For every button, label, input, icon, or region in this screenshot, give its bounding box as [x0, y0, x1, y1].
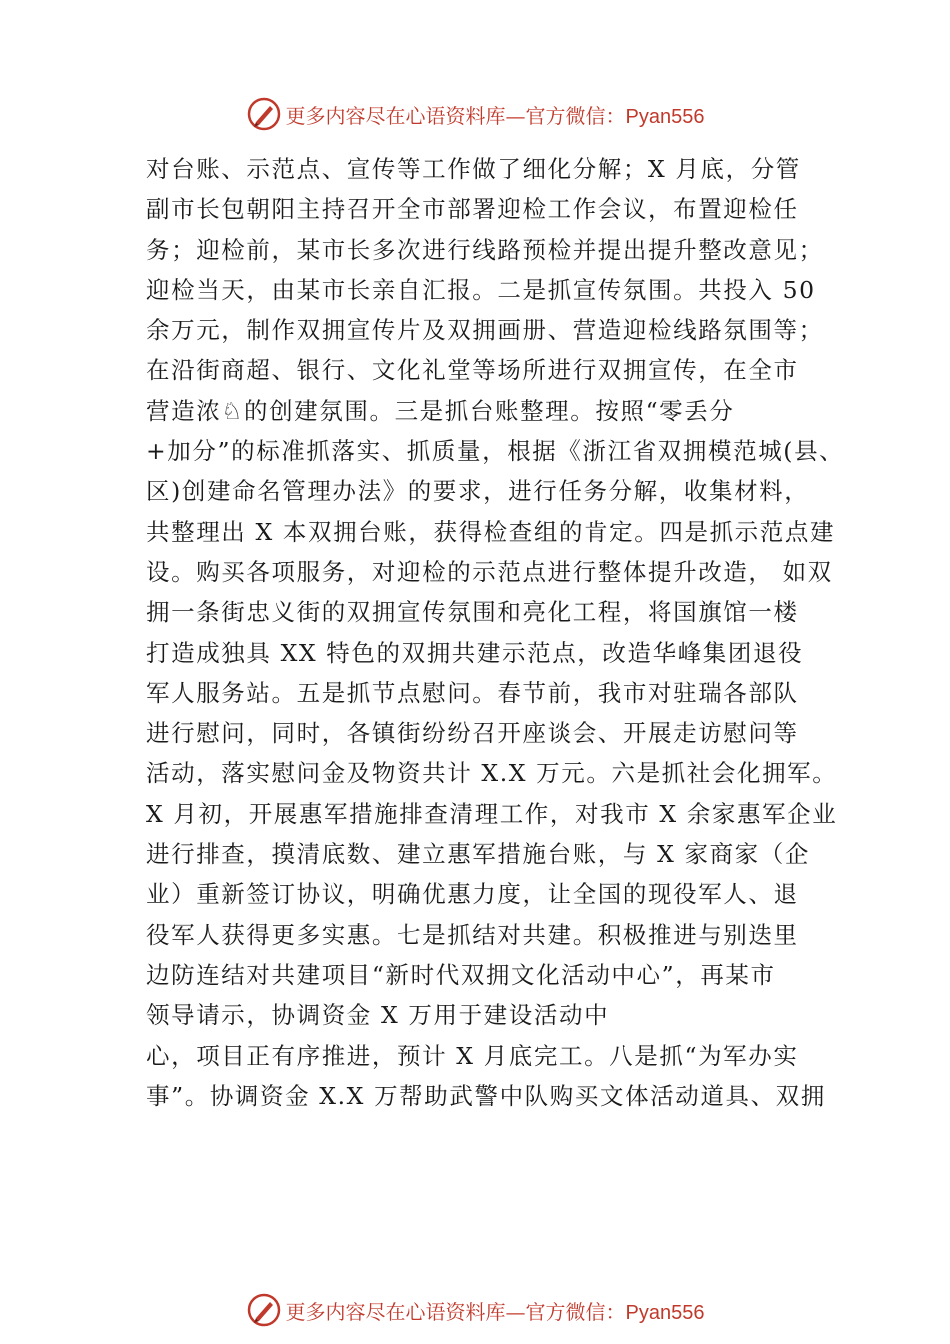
text-line: X 月初，开展惠军措施排查清理工作，对我市 X 余家惠军企业 [146, 799, 838, 828]
text-line: 军人服务站。五是抓节点慰问。春节前，我市对驻瑞各部队 [146, 678, 799, 707]
footer-separator: — [505, 1299, 526, 1324]
document-body [146, 149, 845, 1116]
text-line: 边防连结对共建项目“新时代双拥文化活动中心”，再某市 [146, 960, 776, 989]
header-site-text: 更多内容尽在心语资料库 [285, 103, 506, 128]
text-line: 区)创建命名管理办法》的要求，进行任务分解，收集材料， [146, 477, 810, 506]
pen-logo-icon [246, 96, 282, 132]
footer-site-text: 更多内容尽在心语资料库 [285, 1299, 506, 1324]
footer-text [286, 1296, 705, 1325]
text-line: 共整理出 X 本双拥台账，获得检查组的肯定。四是抓示范点建 [146, 517, 836, 546]
text-line: 拥一条街忠义街的双拥宣传氛围和亮化工程，将国旗馆一楼 [146, 598, 799, 627]
text-line: 务；迎检前，某市长多次进行线路预检并提出提升整改意见； [146, 235, 824, 264]
text-line: 进行慰问，同时，各镇街纷纷召开座谈会、开展走访慰问等 [146, 719, 799, 748]
text-line: 役军人获得更多实惠。七是抓结对共建。积极推进与别迭里 [146, 920, 799, 949]
text-line: 余万元，制作双拥宣传片及双拥画册、营造迎检线路氛围等； [146, 316, 824, 345]
text-line: 活动，落实慰问金及物资共计 X.X 万元。六是抓社会化拥军。 [146, 759, 838, 788]
footer-banner [0, 1290, 950, 1330]
footer-wechat-id: Pyan556 [625, 1301, 705, 1324]
header-wechat-label: 官方微信： [525, 103, 626, 128]
text-line: 打造成独具 XX 特色的双拥共建示范点，改造华峰集团退役 [146, 638, 804, 667]
text-line: 在沿街商超、银行、文化礼堂等场所进行双拥宣传，在全市 [146, 356, 799, 385]
text-line: 副市长包朝阳主持召开全市部署迎检工作会议，布置迎检任 [146, 195, 799, 224]
text-line: 事”。协调资金 X.X 万帮助武警中队购买文体活动道具、双拥 [146, 1081, 826, 1110]
header-wechat-id: Pyan556 [625, 105, 705, 128]
text-line: 心，项目正有序推进，预计 X 月底完工。八是抓“为军办实 [146, 1041, 799, 1070]
header-separator: — [505, 103, 526, 128]
text-line: 设。购买各项服务，对迎检的示范点进行整体提升改造， 如双 [146, 557, 833, 586]
pen-logo-icon [246, 1292, 282, 1328]
text-line: 对台账、示范点、宣传等工作做了细化分解；X 月底，分管 [146, 155, 801, 183]
text-line: +加分”的标准抓落实、抓质量，根据《浙江省双拥模范城(县、 [146, 437, 845, 466]
header-banner [0, 94, 950, 134]
text-line: 业）重新签订协议，明确优惠力度，让全国的现役军人、退 [146, 880, 799, 909]
header-text [286, 100, 705, 129]
text-line: 进行排查，摸清底数、建立惠军措施台账，与 X 家商家（企 [146, 840, 810, 869]
text-line: 迎检当天，由某市长亲自汇报。二是抓宣传氛围。共投入 50 [146, 275, 816, 304]
text-line: 营造浓♘的创建氛围。三是抓台账整理。按照“零丢分 [146, 396, 735, 425]
footer-wechat-label: 官方微信： [525, 1299, 626, 1324]
text-line: 领导请示，协调资金 X 万用于建设活动中 [146, 1001, 610, 1030]
